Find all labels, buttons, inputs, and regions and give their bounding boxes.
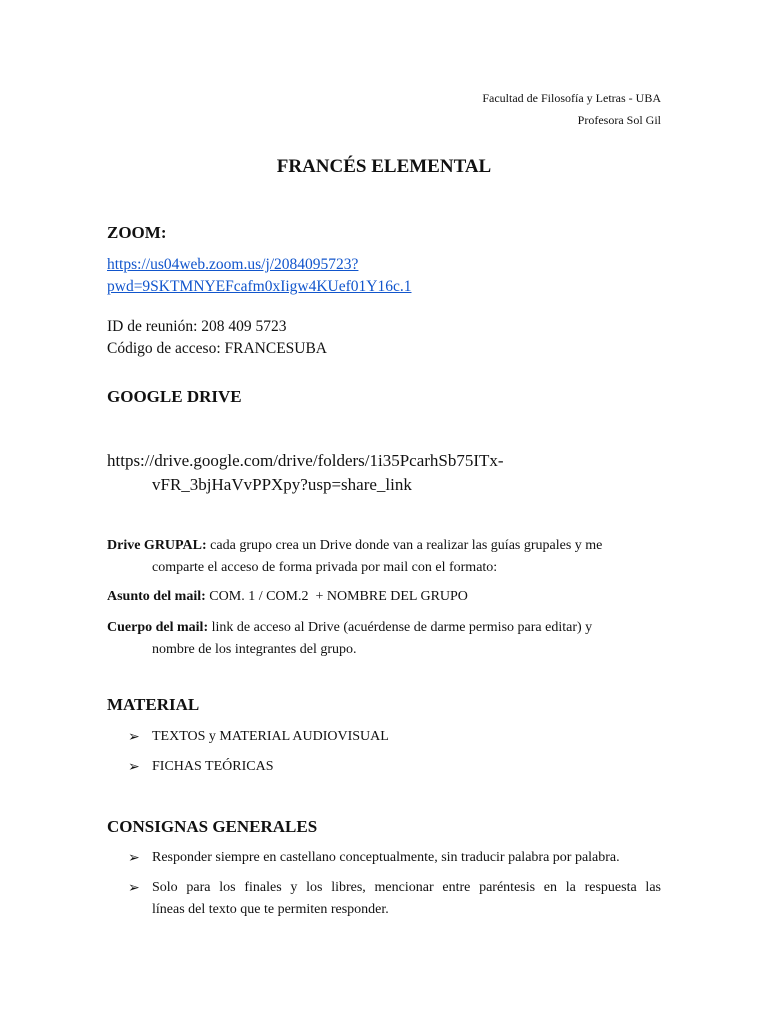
zoom-link-line2[interactable]: pwd=9SKTMNYEFcafm0xIigw4KUef01Y16c.1 xyxy=(107,278,412,295)
zoom-link-line1[interactable]: https://us04web.zoom.us/j/2084095723? xyxy=(107,256,359,273)
consigna-item: Responder siempre en castellano conceptualmente, sin traducir palabra por palabra. xyxy=(152,850,620,865)
material-item: TEXTOS y MATERIAL AUDIOVISUAL xyxy=(152,729,389,744)
asunto-label: Asunto del mail: xyxy=(107,589,206,604)
asunto-line xyxy=(107,589,468,605)
zoom-heading: ZOOM: xyxy=(107,223,167,242)
material-heading: MATERIAL xyxy=(107,695,200,714)
institution-header: Facultad de Filosofía y Letras - UBA xyxy=(482,91,661,105)
google-drive-heading: GOOGLE DRIVE xyxy=(107,387,242,406)
cuerpo-line2: nombre de los integrantes del grupo. xyxy=(152,642,357,657)
bullet-arrow-icon: ➢ xyxy=(128,760,140,775)
consigna-item-line1: Solo para los finales y los libres, mencionar entre paréntesis en la respuesta las xyxy=(152,880,661,895)
drive-grupal-text: cada grupo crea un Drive donde van a realizar las guías grupales y me xyxy=(210,538,603,553)
material-item: FICHAS TEÓRICAS xyxy=(152,759,274,774)
drive-grupal-label: Drive GRUPAL: xyxy=(107,538,207,553)
meeting-id: ID de reunión: 208 409 5723 xyxy=(107,318,287,335)
consignas-heading: CONSIGNAS GENERALES xyxy=(107,817,318,836)
asunto-text: COM. 1 / COM.2 + NOMBRE DEL GRUPO xyxy=(209,589,468,604)
bullet-arrow-icon: ➢ xyxy=(128,881,140,896)
page-title: FRANCÉS ELEMENTAL xyxy=(276,156,492,177)
access-code: Código de acceso: FRANCESUBA xyxy=(107,340,328,357)
professor-header: Profesora Sol Gil xyxy=(577,113,661,127)
drive-link-line2: vFR_3bjHaVvPPXpy?usp=share_link xyxy=(152,475,412,494)
drive-grupal-line2: comparte el acceso de forma privada por mail con el formato: xyxy=(152,560,498,575)
drive-grupal-line1 xyxy=(107,538,602,554)
consigna-item-line2: líneas del texto que te permiten responder. xyxy=(152,902,389,917)
bullet-arrow-icon: ➢ xyxy=(128,730,140,745)
cuerpo-line1 xyxy=(107,620,592,636)
cuerpo-text: link de acceso al Drive (acuérdense de darme permiso para editar) y xyxy=(211,620,593,635)
bullet-arrow-icon: ➢ xyxy=(128,851,140,866)
cuerpo-label: Cuerpo del mail: xyxy=(107,620,209,635)
drive-link-line1: https://drive.google.com/drive/folders/1i35PcarhSb75ITx- xyxy=(107,451,504,470)
